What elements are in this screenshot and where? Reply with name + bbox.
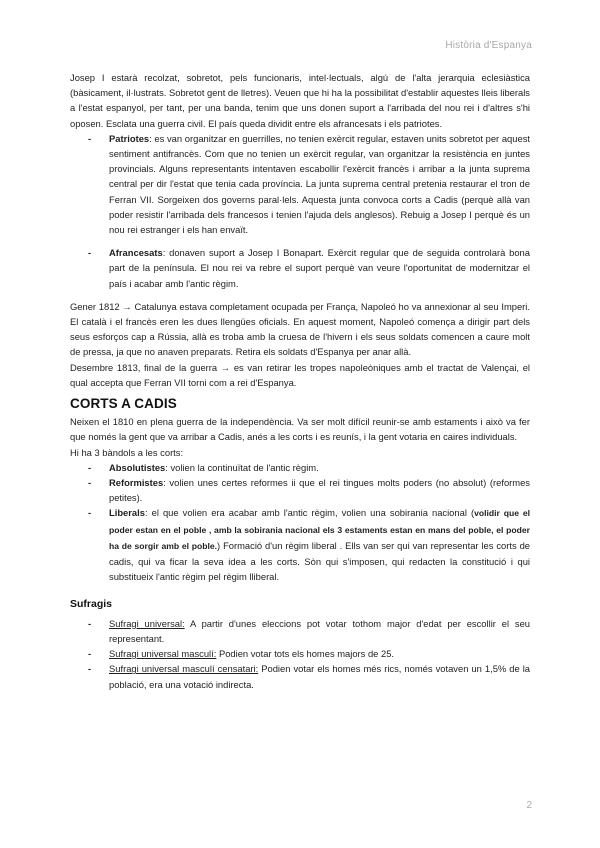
- section-title: CORTS A CADIS: [70, 396, 177, 412]
- corts-intro: Neixen el 1810 en plena guerra de la independència. Va ser molt difícil reunir-se amb estaments i això va fer que només la gent que va arribar a Cadis, anés a les corts i es reunís, i la gent votaria en caires individuals.: [70, 416, 530, 443]
- bandol-term: Reformistes: [109, 477, 164, 489]
- bandol-term: Absolutistes: [109, 461, 166, 473]
- faction-term: Patriotes: [109, 132, 150, 144]
- chronology-paragraph: Gener 1812 → Catalunya estava completament ocupada per França, Napoleó ho va annexionar al seu Imperi. El català i el francès eren les dues llengües oficials. En aquest moment, Napoleó comença a dirigir part dels seus esforços cap a Rússia, allà es troba amb la cruesa de l'hivern i els seus soldats comencen a caure molt de pressa, ja que no anaven preparats. Retira els soldats d'Espanya per anar allà.: [70, 300, 530, 358]
- bandols-intro: Hi ha 3 bàndols a les corts:: [70, 446, 184, 458]
- list-item: [70, 646, 530, 661]
- bandol-text: : volien la continuïtat de l'antic règim.: [165, 461, 319, 473]
- bandol-term: Liberals: [109, 507, 145, 519]
- list-item: [70, 475, 530, 505]
- faction-term: Afrancesats: [109, 247, 163, 259]
- list-item: [70, 245, 530, 291]
- sufragi-text: Podien votar tots els homes majors de 25.: [216, 648, 395, 660]
- intro-paragraph: Josep I estarà recolzat, sobretot, pels funcionaris, intel·lectuals, algú de l'alta jerarquia eclesiàstica (bàsicament, il·lustrats. Sobretot gent de lletres). Veuen que hi ha la possibilitat d'establir aquestes lleis liberals a l'estat espanyol, per tant, per una banda, tenim que uns donen suport a l'arribada del nou rei i d'altres s'hi oposen. Esclata una guerra civil. El país queda dividit entre els afrancesats i els patriotes.: [70, 72, 530, 129]
- list-item: [70, 460, 530, 475]
- sufragi-term: Sufragi universal masculí:: [109, 648, 217, 660]
- subsection-title: Sufragis: [70, 597, 113, 610]
- bandol-text: : el que volien era acabar amb l'antic règim, volien una sobirania nacional (: [144, 507, 475, 519]
- bandol-text: : volien unes certes reformes ii que el rei tingues molts poders (no absolut) (reformes petites).: [109, 477, 530, 504]
- chronology-paragraph: Desembre 1813, final de la guerra → es van retirar les tropes napoleòniques amb el tractat de Valençai, el qual accepta que Ferran VII torni com a rei d'Espanya.: [70, 361, 530, 388]
- list-item: [70, 131, 530, 237]
- list-item: [70, 661, 530, 691]
- list-item: [70, 505, 530, 584]
- factions-list: [70, 131, 530, 291]
- bandols-list: [70, 460, 530, 585]
- bandol-bold-note: volidir que el poder estan en el poble , amb la sobirania nacional els 3 estaments estan en mans del poble, el poder ha de sorgir amb el poble.: [109, 508, 530, 551]
- faction-text: : donaven suport a Josep I Bonapart. Exèrcit regular que de seguida controlarà bona part de la península. El nou rei va rebre el suport perquè van veure l'oportunitat de modernitzar el país i acabar amb l'antic règim.: [109, 247, 530, 289]
- page-content: [70, 70, 530, 692]
- sufragi-term: Sufragi universal masculí censatari:: [109, 663, 259, 675]
- faction-text: : es van organitzar en guerrilles, no tenien exèrcit regular, estaven units sobretot per aquest sentiment antifrancès. Com que no tenien un exèrcit regular, van organitzar la resistència en juntes provincials. Alguns representants intentaven escabollir l'exèrcit francès i arribar a la junta suprema central per dir l'estat que tenia cada província. La junta suprema central pretenia restaurar el tron de Ferran VII. Sorgeixen dos governs paral·lels. Aquesta junta convoca corts a Cadis (perquè allà van poder resistir l'arribada dels francesos i tenien l'ajuda dels anglesos). Rebuig a Josep I perquè és un nou rei estranger i els han envaït.: [109, 132, 530, 236]
- sufragi-term: Sufragi universal:: [109, 617, 185, 629]
- page-number: 2: [526, 800, 532, 811]
- sufragi-text: A partir d'unes eleccions pot votar tothom major d'edat per escollir el seu representant.: [109, 617, 530, 644]
- sufragi-text: Podien votar els homes més rics, només votaven un 1,5% de la població, era una votació indirecta.: [109, 663, 530, 690]
- sufragis-list: [70, 616, 530, 692]
- list-item: [70, 616, 530, 646]
- bandol-text: ) Formació d'un règim liberal . Ells van ser qui van representar les corts de cadis, qui va ficar la seva idea a les corts. Sòn qui s'imposen, qui redacten la constitució i qui substitueix l'antic règim pel règim lliberal.: [109, 539, 530, 583]
- running-header: Història d'Espanya: [445, 40, 532, 51]
